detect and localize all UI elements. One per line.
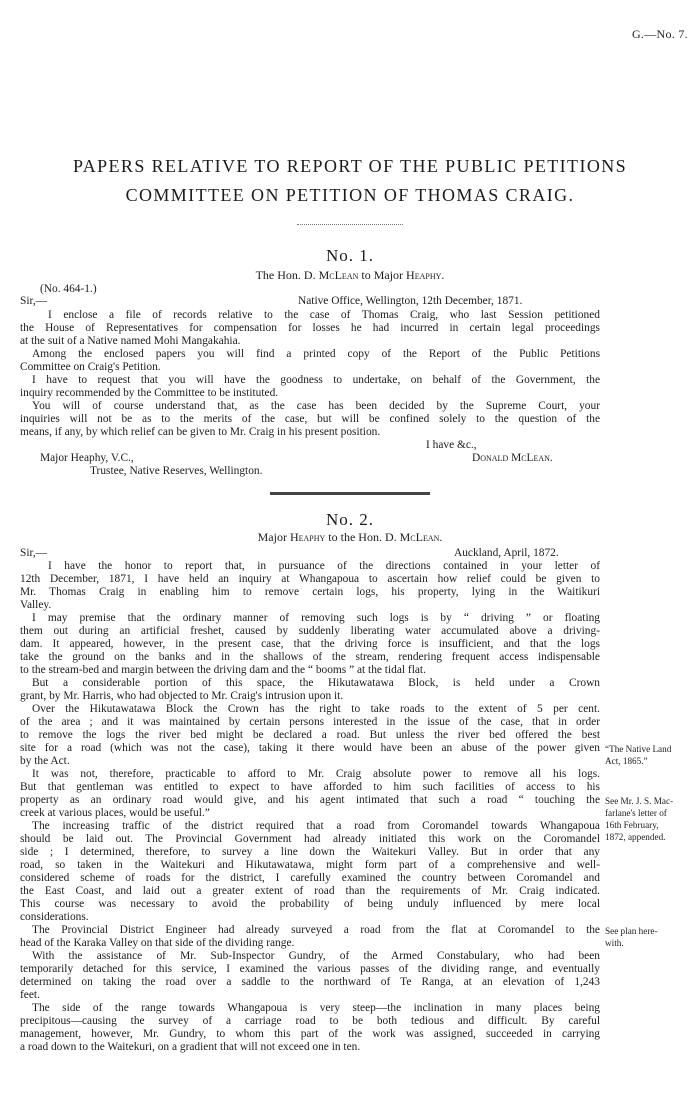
subtitle-name: McLean bbox=[399, 530, 440, 544]
document-title-line-2: COMMITTEE ON PETITION OF THOMAS CRAIG. bbox=[125, 185, 575, 205]
subtitle-text: to the Hon. D. bbox=[325, 530, 400, 544]
margin-note: with. bbox=[605, 938, 624, 948]
paragraph-line: the House of Representatives for compensation for losses he had incurred in certain legal proceedings bbox=[20, 322, 600, 334]
paragraph-line: I have the honor to report that, in pursuance of the directions contained in your letter of bbox=[48, 560, 600, 572]
paragraph-line: side ; I determined, therefore, to survey a line down the Waitekuri Valley. But in order that any bbox=[20, 846, 600, 858]
letter-2-place-date: Auckland, April, 1872. bbox=[454, 547, 559, 559]
paragraph-line: site for a road (which was not the case), taking it there would have been an abuse of the power given bbox=[20, 742, 600, 754]
paragraph-line: creek at various places, would be useful.” bbox=[20, 807, 210, 819]
paragraph-line: The side of the range towards Whangapoua is very steep—the inclination in many places being bbox=[32, 1002, 600, 1014]
letter-1-place-date: Native Office, Wellington, 12th December, 1871. bbox=[298, 295, 523, 307]
paragraph-line: I enclose a file of records relative to the case of Thomas Craig, who last Session petitioned bbox=[48, 309, 600, 321]
margin-note: “The Native Land bbox=[605, 744, 672, 754]
paragraph-line: feet. bbox=[20, 989, 40, 1001]
paragraph-line: should be laid out. The Provincial Government had already initiated this work on the Coromandel bbox=[20, 833, 600, 845]
paragraph-line: inquiries will not be as to the merits of the case, but will be confined solely to the question of the bbox=[20, 413, 600, 425]
paragraph-line: head of the Karaka Valley on that side of the dividing range. bbox=[20, 937, 295, 949]
letter-1-addressee-title: Trustee, Native Reserves, Wellington. bbox=[90, 465, 263, 477]
paragraph-line: precipitous—causing the survey of a carriage road to be both tedious and difficult. By careful bbox=[20, 1015, 600, 1027]
letter-2-number: No. 2. bbox=[325, 510, 375, 529]
letter-1-addressee: Major Heaphy, V.C., bbox=[40, 452, 134, 464]
paragraph-line: management, however, Mr. Gundry, to whom this part of the work was assigned, succeeded in carrying bbox=[20, 1028, 600, 1040]
margin-note: Act, 1865.” bbox=[605, 756, 648, 766]
subtitle-text: to Major bbox=[358, 268, 407, 282]
paragraph-line: This course was necessary to avoid the probability of being unduly influenced by mere local bbox=[20, 898, 600, 910]
paragraph-line: I have to request that you will have the goodness to undertake, on behalf of the Government, the bbox=[32, 374, 600, 386]
paragraph-line: I may premise that the ordinary manner of removing such logs is by “ driving ” or floating bbox=[32, 612, 600, 624]
letter-1-signature: Donald McLean. bbox=[472, 452, 553, 464]
paragraph-line: considerations. bbox=[20, 911, 89, 923]
paragraph-line: Committee on Craig's Petition. bbox=[20, 361, 161, 373]
paragraph-line: take the ground on the banks and in the shallows of the stream, rendering frequent access indispensable bbox=[20, 651, 600, 663]
letter-1-subtitle bbox=[0, 268, 700, 283]
letter-2-salutation: Sir,— bbox=[20, 547, 48, 559]
paragraph-line: the East Coast, and laid out a greater extent of road than the requirements of Mr. Craig indicated. bbox=[20, 885, 600, 897]
paragraph-line: to remove the logs the river bed might be declared a road. But unless the river bed offered the best bbox=[20, 729, 600, 741]
subtitle-text: . bbox=[441, 268, 445, 282]
subtitle-text: The Hon. D. bbox=[255, 268, 319, 282]
subtitle-name: Heaphy bbox=[406, 268, 442, 282]
paragraph-line: by the Act. bbox=[20, 755, 70, 767]
paragraph-line: Valley. bbox=[20, 599, 52, 611]
paragraph-line: With the assistance of Mr. Sub-Inspector Gundry, of the Armed Constabulary, who had been bbox=[32, 950, 600, 962]
paragraph-line: grant, by Mr. Harris, who had objected to Mr. Craig's intrusion upon it. bbox=[20, 690, 344, 702]
paragraph-line: The increasing traffic of the district required that a road from Coromandel towards Whangapoua bbox=[32, 820, 600, 832]
margin-note: 16th February, bbox=[605, 820, 659, 830]
letter-divider bbox=[270, 492, 430, 495]
letter-1-salutation: Sir,— bbox=[20, 295, 48, 307]
paragraph-line: You will of course understand that, as the case has been decided by the Supreme Court, your bbox=[32, 400, 600, 412]
paragraph-line: property as an ordinary road would give, and his agent intimated that such a road “ touching the bbox=[20, 794, 600, 806]
subtitle-text: . bbox=[439, 530, 443, 544]
paragraph-line: means, if any, by which relief can be given to Mr. Craig in his present position. bbox=[20, 426, 381, 438]
paragraph-line: But that gentleman was entitled to expect to have afforded to him such facilities of access to his bbox=[20, 781, 600, 793]
paragraph-line: inquiry recommended by the Committee to be instituted. bbox=[20, 387, 279, 399]
subtitle-text: Major bbox=[257, 530, 290, 544]
paragraph-line: at the suit of a Native named Mohi Mangakahia. bbox=[20, 335, 241, 347]
paragraph-line: 12th December, 1871, I have held an inquiry at Whangapoua to ascertain how relief could be given to bbox=[20, 573, 600, 585]
document-reference: G.—No. 7. bbox=[631, 27, 688, 41]
paragraph-line: of the area ; and it was maintained by certain persons interested in the issue of the case, that in order bbox=[20, 716, 600, 728]
letter-1-closing: I have &c., bbox=[426, 439, 477, 451]
paragraph-line: them out during an artificial freshet, caused by suddenly liberating water accumulated above a driving- bbox=[20, 625, 600, 637]
paragraph-line: dam. It appeared, however, in the present case, that the driving force is insufficient, and that the logs bbox=[20, 638, 600, 650]
paragraph-line: a road down to the Waitekuri, on a gradient that will not exceed one in ten. bbox=[20, 1041, 361, 1053]
paragraph-line: temporarily detached for this service, I examined the various passes of the dividing range, and eventually bbox=[20, 963, 600, 975]
paragraph-line: road, so taken in the Waitekuri and Hikutawatawa, might form part of a comprehensive and well- bbox=[20, 859, 600, 871]
subtitle-name: Heaphy bbox=[289, 530, 326, 544]
title-divider bbox=[297, 224, 403, 225]
letter-2-subtitle bbox=[0, 530, 700, 545]
paragraph-line: Among the enclosed papers you will find a printed copy of the Report of the Public Petitions bbox=[32, 348, 600, 360]
paragraph-line: The Provincial District Engineer had already surveyed a road from the flat at Coromandel to the bbox=[32, 924, 600, 936]
paragraph-line: considered scheme of roads for the district, I carefully examined the country between Coromandel and bbox=[20, 872, 600, 884]
margin-note: farlane's letter of bbox=[605, 808, 667, 818]
paragraph-line: But a considerable portion of this space, the Hikutawatawa Block, is held under a Crown bbox=[32, 677, 600, 689]
paragraph-line: Over the Hikutawatawa Block the Crown has the right to take roads to the extent of 5 per cent. bbox=[32, 703, 600, 715]
margin-note: 1872, appended. bbox=[605, 832, 666, 842]
document-title-line-1: PAPERS RELATIVE TO REPORT OF THE PUBLIC PETITIONS bbox=[72, 156, 628, 176]
letter-1-ref-no: (No. 464-1.) bbox=[40, 283, 97, 295]
letter-1-number: No. 1. bbox=[325, 246, 375, 265]
subtitle-name: McLean bbox=[318, 268, 359, 282]
paragraph-line: Mr. Thomas Craig in enabling him to remove certain logs, his property, lying in the Waitikuri bbox=[20, 586, 600, 598]
margin-note: See Mr. J. S. Mac- bbox=[605, 796, 674, 806]
margin-note: See plan here- bbox=[605, 926, 658, 936]
paragraph-line: It was not, therefore, practicable to afford to Mr. Craig absolute power to remove all his logs. bbox=[32, 768, 600, 780]
paragraph-line: determined on taking the road over a saddle to the northward of Te Ranga, at an elevation of 1,243 bbox=[20, 976, 600, 988]
paragraph-line: to the stream-bed and margin between the driving dam and the “ booms ” at the tidal flat. bbox=[20, 664, 426, 676]
